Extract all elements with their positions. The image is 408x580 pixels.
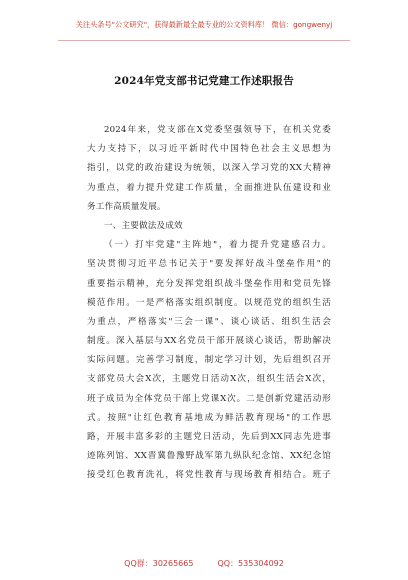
paragraph-line: 路，开展丰富多彩的主题党日活动，先后到XX同志先进事 [87,432,331,442]
header-divider [58,40,350,41]
section-heading: 一、主要做法及成效 [104,220,183,231]
paragraph-line: 式。按照"让红色教育基地成为鲜活教育现场"的工作思 [87,412,331,423]
paragraph-line: 重要指示精神，充分发挥党组织战斗堡垒作用和党员先锋 [87,278,331,289]
paragraph-line: 接受红色教育洗礼，将党性教育与现场教育相结合。班子 [87,470,331,481]
promo-banner: 关注头条号"公文研究"，获得最新最全最专业的公文资料库！ 微信：gongwenyj [75,20,333,29]
paragraph-line: 实际问题。完善学习制度，制定学习计划，先后组织召开 [87,355,331,366]
paragraph-line: 务工作高质量发展。 [87,201,166,212]
paragraph-line: 迹陈列馆、XX晋冀鲁豫野战军第九纵队纪念馆、XX纪念馆 [87,451,331,462]
paragraph-line: 2024年来，党支部在X党委坚强领导下，在机关党委 [104,125,331,135]
paragraph-line: 大力支持下，以习近平新时代中国特色社会主义思想为 [87,144,331,155]
paragraph-line: 指引，以党的政治建设为统领，以深入学习党的XX大精神 [87,163,331,174]
paragraph-line: 为重点，严格落实"三会一课"、谈心谈话、组织生活会 [87,316,331,327]
paragraph-line: 模范作用。一是严格落实组织制度。以规范党的组织生活 [87,297,331,308]
paragraph-line: 班子成员为全体党员干部上党课X次。二是创新党建活动形 [87,393,331,404]
contact-footer [0,559,408,569]
subsection-heading: （一）打牢党建"主阵地"，着力提升党建感召力。 [104,240,331,251]
paragraph-line: 坚决贯彻习近平总书记关于"要发挥好战斗堡垒作用"的 [87,259,331,270]
qq-group-number: QQ群：30265665 [124,559,194,568]
document-title: 2024年党支部书记党建工作述职报告 [114,75,294,87]
paragraph-line: 为重点，着力提升党建工作质量，全面推进队伍建设和业 [87,182,331,193]
document-body [87,121,331,486]
paragraph-line: 支部党员大会X次，主题党日活动X次，组织生活会X次， [87,374,331,385]
paragraph-line: 制度。深入基层与XX名党员干部开展谈心谈话，帮助解决 [87,336,331,347]
qq-number: QQ：535304092 [217,559,284,568]
